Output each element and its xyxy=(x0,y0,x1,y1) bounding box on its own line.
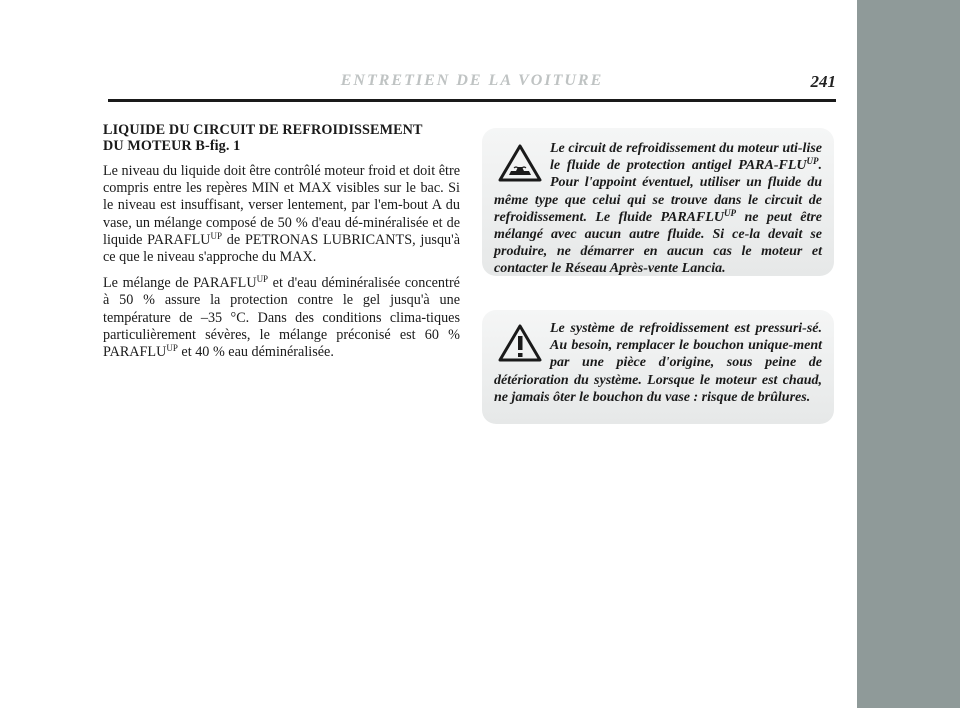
superscript: UP xyxy=(166,343,178,354)
main-text-column xyxy=(103,122,460,370)
environment-warning-icon xyxy=(498,144,542,182)
danger-warning-icon xyxy=(498,324,542,362)
danger-note-box xyxy=(482,310,834,424)
note-text: . Pour l'appoint éventuel, utiliser un fluide du même type que celui qui se trouve dans le circuit de refroidissement. Le fluide PARAFLU xyxy=(494,158,822,225)
running-header xyxy=(108,72,836,96)
note-text: Le circuit de refroidissement du moteur uti-lise le fluide de protection antigel PARA-FLU xyxy=(550,141,822,174)
superscript: UP xyxy=(256,274,269,285)
note-text: ne peut être mélangé avec aucun autre fluide. Si ce-la devait se produire, ne démarrer en aucun cas le moteur et contacter le Réseau Après-vente Lancia. xyxy=(494,209,822,277)
header-rule xyxy=(108,99,836,102)
paragraph-coolant-level xyxy=(103,163,460,266)
note-text: Le système de refroidissement est pressuri-sé. Au besoin, remplacer le bouchon unique-ment par une pièce d'origine, sous peine de détérioration du système. Lorsque le moteur est chaud, ne jamais ôter le bouchon du vase : risque de brûlures. xyxy=(494,321,822,405)
page-number: 241 xyxy=(810,72,836,91)
superscript: UP xyxy=(724,207,737,218)
section-heading-line2: DU MOTEUR B-fig. 1 xyxy=(103,138,241,154)
environment-note-box xyxy=(482,128,834,276)
section-heading xyxy=(103,122,460,154)
paragraph-text: et 40 % eau déminéralisée. xyxy=(177,344,334,361)
paragraph-text: et d'eau déminéralisée concentré à 50 % assure la protection contre le gel jusqu'à une température de –35 °C. Dans des conditions clima-tiques particulièrement sévères, le mélange préconisé est 60 % PARAFLU xyxy=(103,275,460,361)
paragraph-text: Le niveau du liquide doit être contrôlé moteur froid et doit être compris entre les repères MIN et MAX visibles sur le bac. Si le niveau est insuffisant, verser lentement, par l'em-bout A du vase, un mélange composé de 50 % d'eau dé-minéralisée et de liquide PARAFLU xyxy=(103,163,460,248)
paragraph-text: Le mélange de PARAFLU xyxy=(103,275,257,292)
paragraph-mixture xyxy=(103,275,460,361)
section-heading-line1: LIQUIDE DU CIRCUIT DE REFROIDISSEMENT xyxy=(103,122,423,138)
section-title: ENTRETIEN DE LA VOITURE xyxy=(340,72,604,89)
chapter-side-tab xyxy=(857,0,960,708)
superscript: UP xyxy=(210,230,223,241)
paragraph-text: de PETRONAS LUBRICANTS, jusqu'à ce que le niveau s'approche du MAX. xyxy=(103,231,460,266)
superscript: UP xyxy=(806,156,819,167)
